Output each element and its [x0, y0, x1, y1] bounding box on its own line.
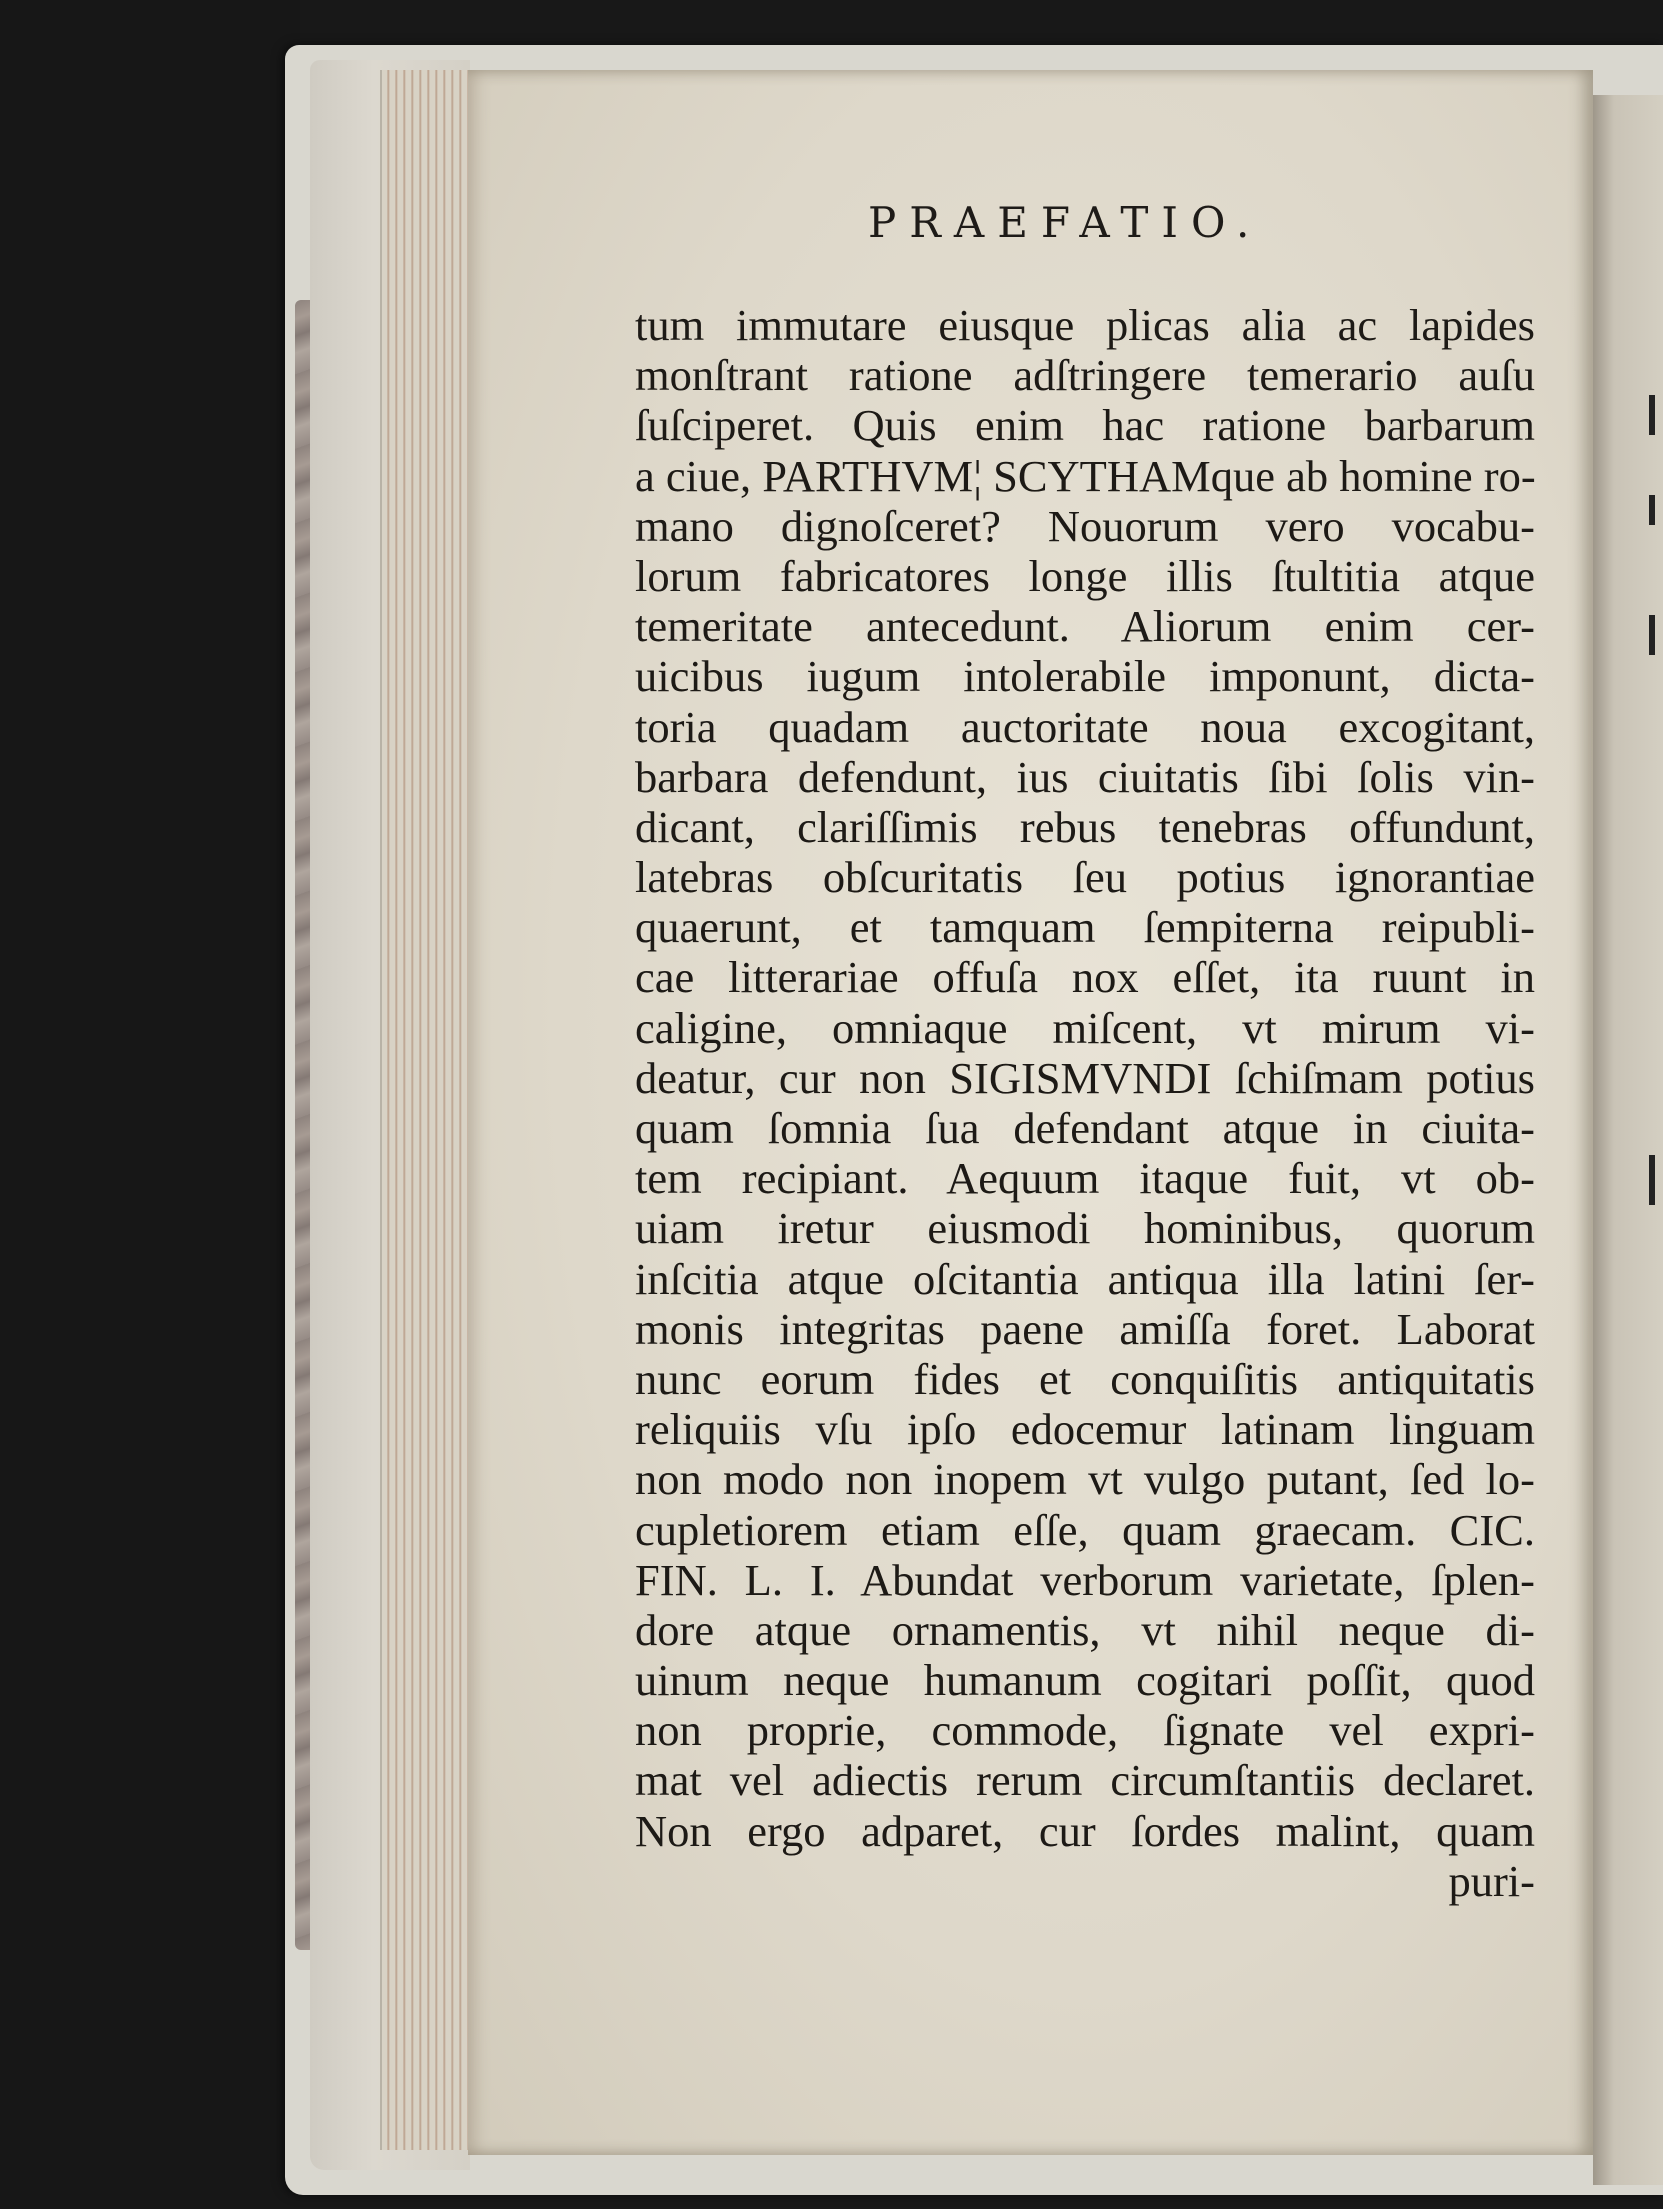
- text-line: inſcitia atque oſcitantia antiqua illa latini ſer-: [635, 1253, 1535, 1304]
- ghost-letter: [1649, 615, 1655, 655]
- text-line: monſtrant ratione adſtringere temerario auſu: [635, 350, 1535, 401]
- page-edges: [380, 70, 472, 2150]
- text-line: uicibus iugum intolerabile imponunt, dicta-: [635, 651, 1535, 702]
- text-line: quam ſomnia ſua defendant atque in ciuita-: [635, 1103, 1535, 1153]
- text-line: mano dignoſceret? Nouorum vero vocabu-: [635, 500, 1535, 551]
- text-line: nunc eorum fides et conquiſitis antiquitatis: [635, 1353, 1535, 1404]
- dark-background: [0, 0, 300, 2209]
- text-line: dore atque ornamentis, vt nihil neque di-: [635, 1604, 1535, 1655]
- text-line: tum immutare eiusque plicas alia ac lapides: [635, 300, 1535, 350]
- running-header: PRAEFATIO.: [868, 198, 1263, 247]
- text-line: uiam iretur eiusmodi hominibus, quorum: [635, 1203, 1535, 1254]
- text-line: temeritate antecedunt. Aliorum enim cer-: [635, 601, 1535, 652]
- text-line: quaerunt, et tamquam ſempiterna reipubli-: [635, 902, 1535, 953]
- text-line: cupletiorem etiam eſſe, quam graecam. CIC.: [635, 1504, 1535, 1555]
- text-line: reliquiis vſu ipſo edocemur latinam linguam: [635, 1404, 1535, 1455]
- text-line: deatur, cur non SIGISMVNDI ſchiſmam potius: [635, 1052, 1535, 1103]
- text-line: mat vel adiectis rerum circumſtantiis declaret.: [635, 1755, 1535, 1806]
- text-line: cae litterariae offuſa nox eſſet, ita ruunt in: [635, 952, 1535, 1003]
- text-line: uinum neque humanum cogitari poſſit, quod: [635, 1655, 1535, 1706]
- text-line: lorum fabricatores longe illis ſtultitia atque: [635, 550, 1535, 601]
- text-line: monis integritas paene amiſſa foret. Laborat: [635, 1303, 1535, 1354]
- facing-page-edge: [1593, 95, 1663, 2185]
- text-line: puri-: [1448, 1855, 1535, 1906]
- text-line: FIN. L. I. Abundat verborum varietate, ſplen-: [635, 1554, 1535, 1605]
- body-text: [635, 300, 1535, 1906]
- text-line: non proprie, commode, ſignate vel expri-: [635, 1705, 1535, 1756]
- text-line: tem recipiant. Aequum itaque fuit, vt ob-: [635, 1153, 1535, 1204]
- text-line: non modo non inopem vt vulgo putant, ſed lo-: [635, 1454, 1535, 1505]
- text-line: ſuſciperet. Quis enim hac ratione barbarum: [635, 400, 1535, 451]
- text-line: barbara defendunt, ius ciuitatis ſibi ſolis vin-: [635, 751, 1535, 802]
- ghost-letter: [1649, 495, 1655, 525]
- ghost-letter: [1649, 1155, 1655, 1205]
- text-line: Non ergo adparet, cur ſordes malint, quam: [635, 1805, 1535, 1856]
- text-line: latebras obſcuritatis ſeu potius ignorantiae: [635, 852, 1535, 903]
- text-line: toria quadam auctoritate noua excogitant,: [635, 701, 1535, 752]
- text-line: caligine, omniaque miſcent, vt mirum vi-: [635, 1002, 1535, 1053]
- ghost-letter: [1649, 395, 1655, 435]
- text-line: dicant, clariſſimis rebus tenebras offundunt,: [635, 801, 1535, 852]
- text-line: a ciue, PARTHVM¦ SCYTHAMque ab homine ro-: [635, 450, 1536, 501]
